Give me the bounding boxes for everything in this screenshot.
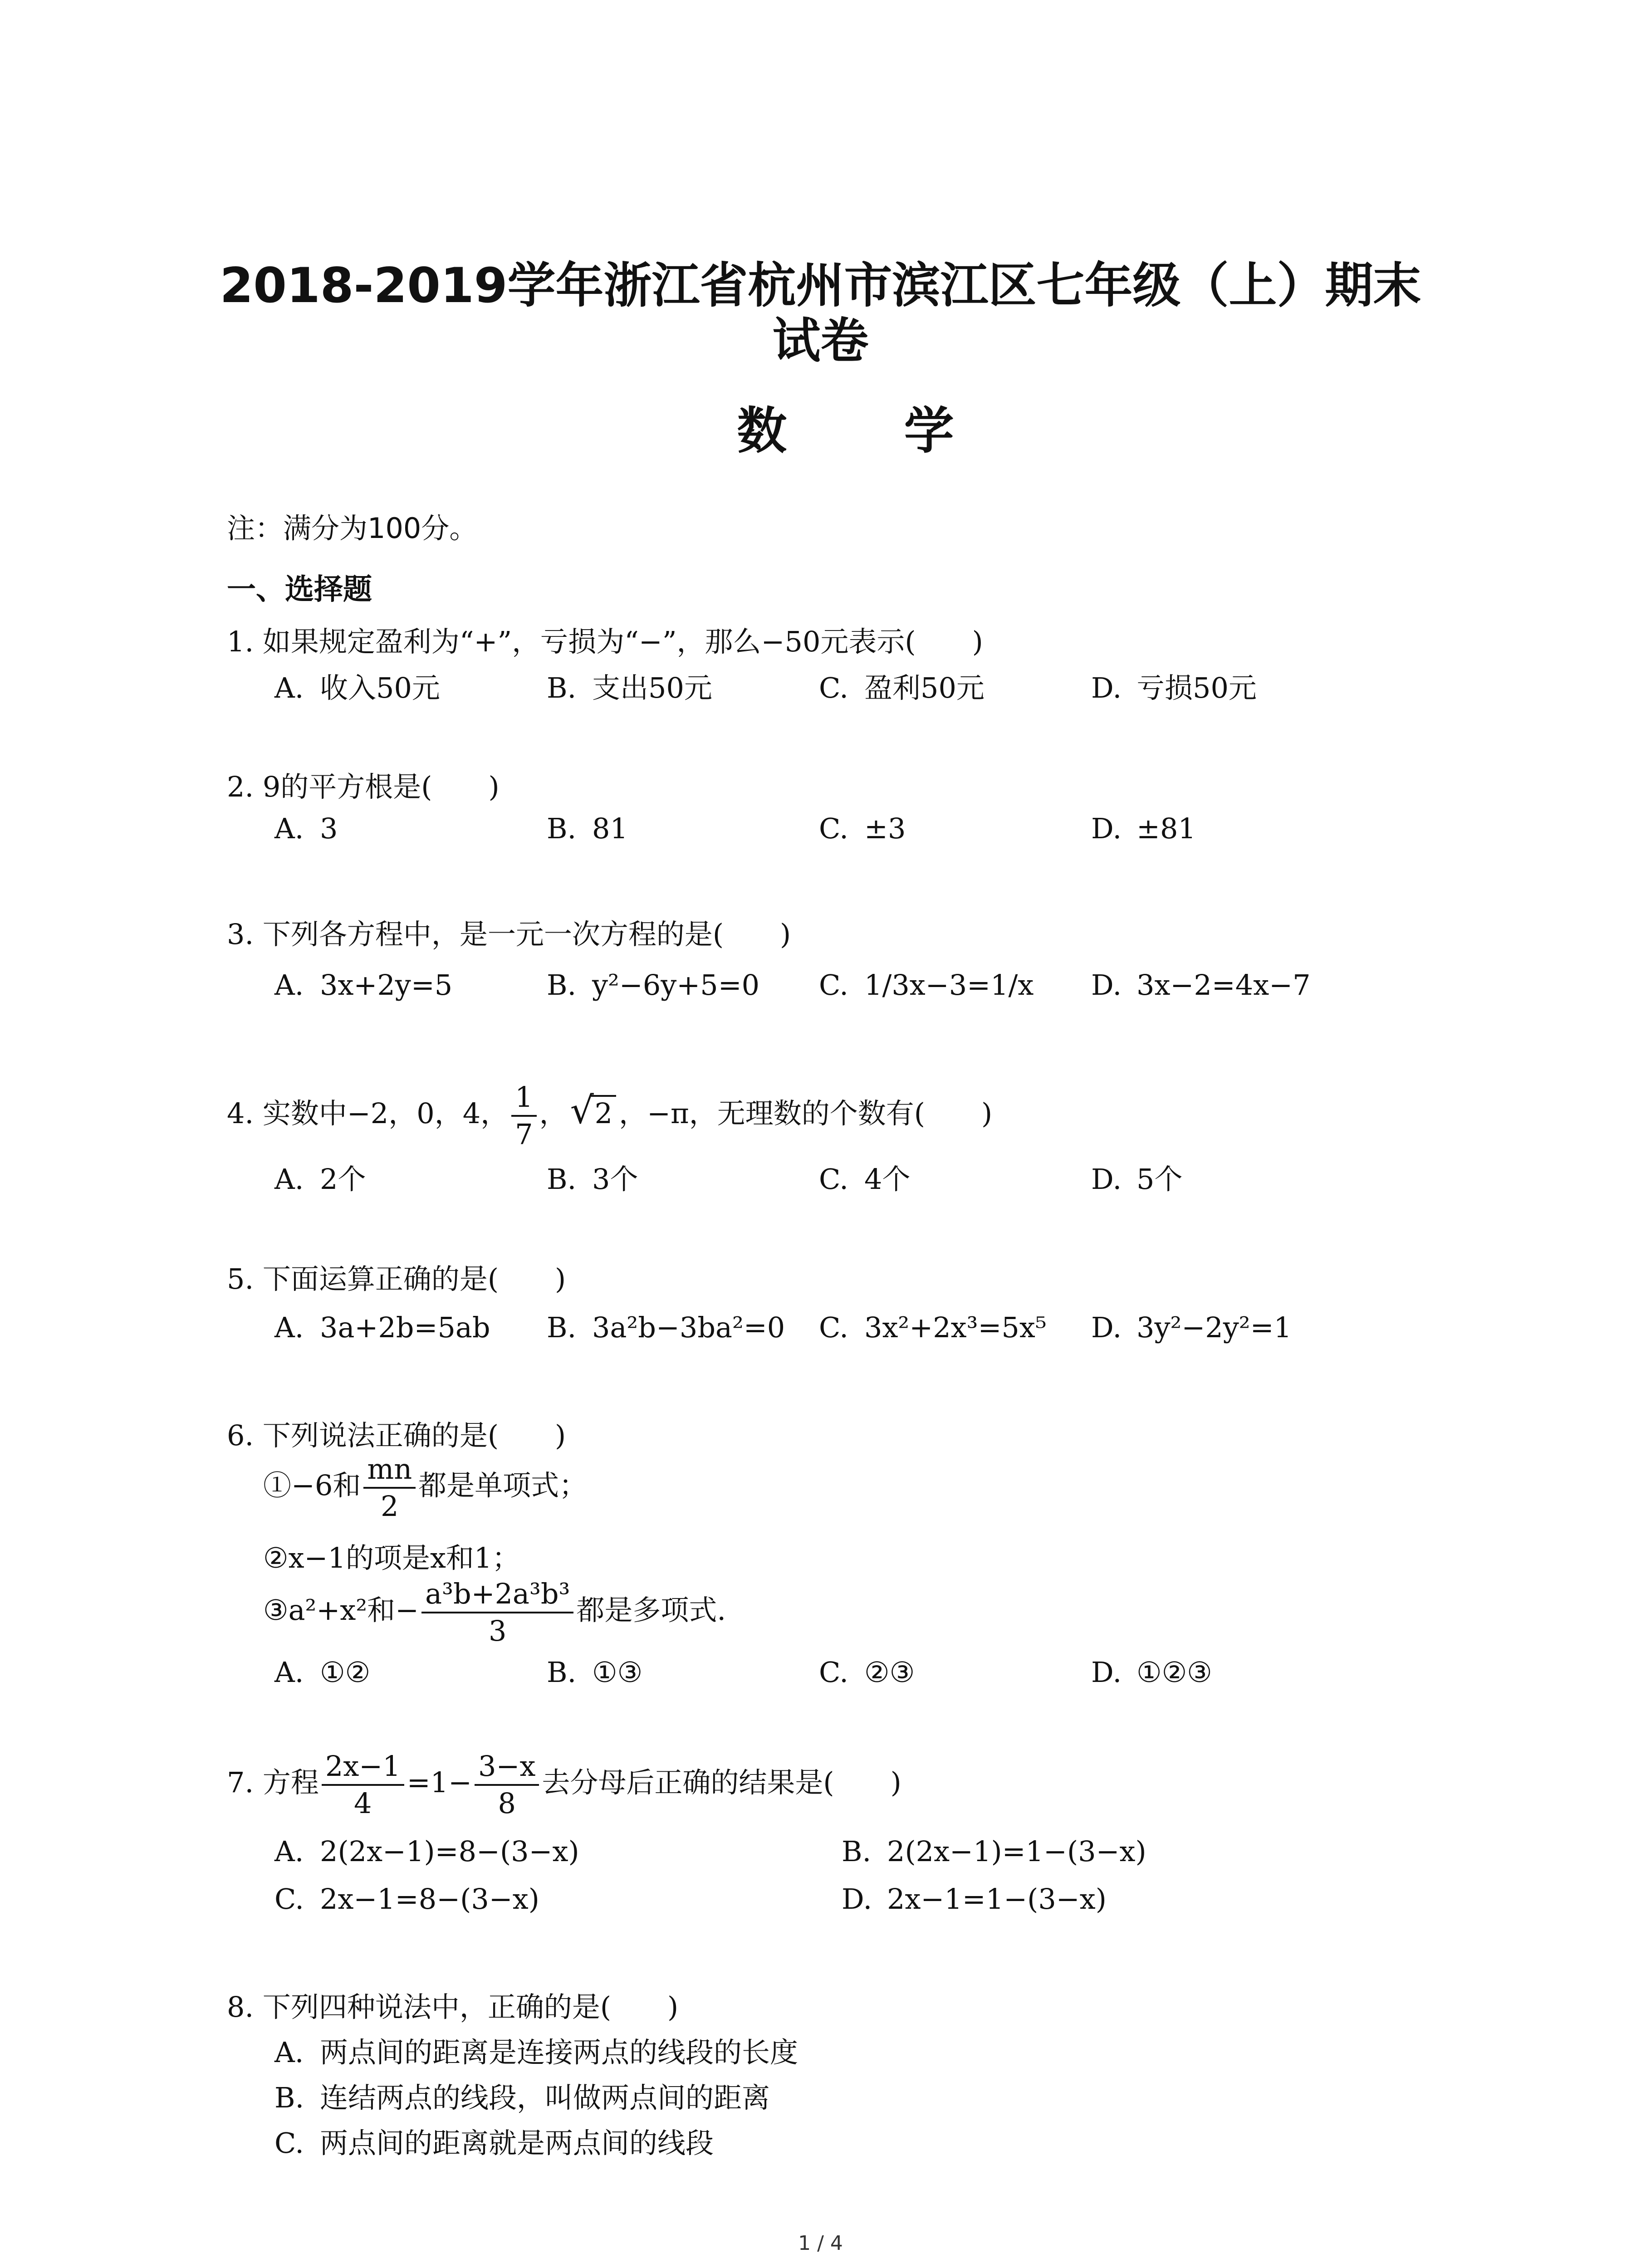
option-letter: B.: [547, 671, 577, 704]
option-letter: C.: [819, 671, 848, 704]
option-letter: A.: [274, 1311, 304, 1344]
question-6-option-d: [1091, 1656, 1212, 1689]
option-text: 3x+2y=5: [320, 968, 453, 1002]
option-text: 3x−2=4x−7: [1136, 968, 1311, 1002]
option-letter: C.: [274, 1882, 304, 1916]
subject-title: 数 学: [737, 402, 1004, 460]
question-1-option-c: [819, 665, 985, 706]
statement-text: ③a²+x²和−: [263, 1593, 419, 1627]
question-6-statement-1: [263, 1452, 587, 1524]
option-letter: A.: [274, 1163, 304, 1196]
question-3-option-c: [819, 968, 1034, 1002]
option-letter: D.: [1091, 968, 1122, 1002]
fraction-numerator: 3−x: [475, 1749, 539, 1786]
fraction-numerator: 2x−1: [322, 1749, 404, 1786]
question-5-option-d: [1091, 1311, 1292, 1344]
option-letter: B.: [547, 812, 577, 845]
option-text: 1/3x−3=1/x: [864, 968, 1034, 1002]
fraction-mn-over-2: [363, 1452, 416, 1524]
option-text: 支出50元: [592, 671, 712, 704]
stem-text: ，−π，无理数的个数有( ): [619, 1097, 993, 1130]
question-1-option-a: [274, 665, 440, 706]
option-letter: C.: [819, 1163, 848, 1196]
question-6-option-b: [547, 1656, 642, 1689]
question-2-option-a: [274, 812, 338, 845]
stem-text: =1−: [407, 1766, 472, 1799]
option-letter: D.: [842, 1882, 872, 1916]
option-text: 收入50元: [320, 671, 440, 704]
option-letter: D.: [1091, 1311, 1122, 1344]
option-letter: C.: [819, 968, 848, 1002]
option-letter: A.: [274, 1835, 304, 1868]
fraction-left: [322, 1749, 404, 1821]
option-letter: D.: [1091, 812, 1122, 845]
option-text: y²−6y+5=0: [592, 968, 760, 1002]
option-letter: B.: [547, 1163, 577, 1196]
question-4-option-b: [547, 1157, 638, 1197]
question-3-stem: 3. 下列各方程中，是一元一次方程的是( ): [227, 918, 791, 951]
statement-text: ①−6和: [263, 1469, 361, 1502]
option-text: ①②③: [1136, 1656, 1212, 1689]
option-text: 3: [320, 812, 338, 845]
question-4-option-a: [274, 1157, 366, 1197]
option-letter: A.: [274, 671, 304, 704]
fraction-denominator: 4: [354, 1787, 372, 1820]
question-6-statement-3: [263, 1576, 726, 1649]
question-1-stem: 1. 如果规定盈利为“+”，亏损为“−”，那么−50元表示( ): [227, 625, 983, 658]
question-8-option-a: [274, 2030, 798, 2070]
question-4-option-c: [819, 1157, 910, 1197]
option-letter: C.: [819, 1656, 848, 1689]
question-3-option-b: [547, 968, 759, 1002]
question-4-option-d: [1091, 1157, 1182, 1197]
question-5-option-b: [547, 1311, 785, 1344]
option-letter: B.: [842, 1835, 872, 1868]
option-letter: B.: [547, 1311, 577, 1344]
statement-text: 都是单项式；: [418, 1469, 588, 1502]
statement-text: 都是多项式.: [576, 1593, 726, 1627]
option-text: 3a+2b=5ab: [320, 1311, 490, 1344]
option-letter: B.: [274, 2081, 304, 2114]
option-letter: A.: [274, 1656, 304, 1689]
option-letter: D.: [1091, 1163, 1122, 1196]
option-text: 两点间的距离就是两点间的线段: [320, 2126, 714, 2160]
option-letter: A.: [274, 812, 304, 845]
option-text: ①③: [592, 1656, 643, 1689]
option-text: ②③: [864, 1656, 915, 1689]
fraction-numerator: 1: [511, 1080, 536, 1117]
question-7-stem: [227, 1749, 901, 1821]
option-text: 3x²+2x³=5x⁵: [864, 1311, 1047, 1344]
option-text: 盈利50元: [864, 671, 985, 704]
option-letter: B.: [547, 1656, 577, 1689]
option-text: 2(2x−1)=8−(3−x): [320, 1835, 579, 1868]
fraction-polynomial: [421, 1576, 573, 1649]
fraction-numerator: mn: [363, 1452, 416, 1489]
question-3-option-d: [1091, 968, 1311, 1002]
option-text: 2个: [320, 1163, 366, 1196]
question-2-option-d: [1091, 812, 1196, 845]
score-note: 注：满分为100分。: [227, 512, 478, 545]
option-text: 连结两点的线段，叫做两点间的距离: [320, 2081, 770, 2114]
fraction-right: [475, 1749, 539, 1821]
fraction-denominator: 2: [381, 1490, 399, 1523]
question-7-option-d: [842, 1882, 1107, 1916]
page-title: 2018-2019学年浙江省杭州市滨江区七年级（上）期末: [220, 258, 1421, 313]
question-2-stem: 2. 9的平方根是( ): [227, 770, 500, 803]
fraction-denominator: 3: [489, 1614, 507, 1647]
fraction-denominator: 8: [498, 1787, 516, 1820]
option-text: 81: [592, 812, 628, 845]
stem-text: 4. 实数中−2，0，4，: [227, 1097, 509, 1130]
option-text: 3个: [592, 1163, 638, 1196]
question-1-option-d: [1091, 665, 1257, 706]
question-6-option-c: [819, 1656, 915, 1689]
option-text: 2(2x−1)=1−(3−x): [887, 1835, 1146, 1868]
option-letter: C.: [274, 2126, 304, 2160]
question-7-option-b: [842, 1835, 1146, 1868]
option-letter: C.: [819, 812, 848, 845]
stem-text: 7. 方程: [227, 1766, 319, 1799]
question-3-option-a: [274, 968, 452, 1002]
option-letter: A.: [274, 968, 304, 1002]
question-7-option-c: [274, 1882, 539, 1916]
question-8-option-c: [274, 2121, 714, 2161]
radical-icon: √: [570, 1089, 594, 1133]
question-8-option-b: [274, 2075, 770, 2116]
separator: ，: [539, 1097, 568, 1130]
question-8-stem: 8. 下列四种说法中，正确的是( ): [227, 1990, 679, 2024]
question-7-option-a: [274, 1835, 579, 1868]
fraction-one-seventh: [511, 1080, 536, 1152]
option-text: ±81: [1136, 812, 1196, 845]
question-6-statement-2: ②x−1的项是x和1；: [263, 1541, 520, 1574]
option-text: 5个: [1136, 1163, 1183, 1196]
option-letter: C.: [819, 1311, 848, 1344]
page-number: 1 / 4: [798, 2232, 843, 2255]
option-letter: D.: [1091, 671, 1122, 704]
option-text: 两点间的距离是连接两点的线段的长度: [320, 2036, 798, 2069]
question-2-option-c: [819, 812, 906, 845]
option-text: 3y²−2y²=1: [1136, 1311, 1292, 1344]
question-5-stem: 5. 下面运算正确的是( ): [227, 1262, 566, 1295]
option-text: 亏损50元: [1136, 671, 1257, 704]
option-text: ①②: [320, 1656, 371, 1689]
fraction-denominator: 7: [515, 1118, 533, 1151]
question-6-option-a: [274, 1656, 370, 1689]
option-text: ±3: [864, 812, 906, 845]
sqrt-two: [570, 1089, 616, 1133]
question-5-option-a: [274, 1311, 490, 1344]
stem-text: 去分母后正确的结果是( ): [542, 1766, 901, 1799]
question-4-stem: [227, 1080, 992, 1152]
question-6-stem: 6. 下列说法正确的是( ): [227, 1419, 566, 1452]
question-5-option-c: [819, 1311, 1047, 1344]
option-letter: D.: [1091, 1656, 1122, 1689]
option-letter: B.: [547, 968, 577, 1002]
question-2-option-b: [547, 812, 628, 845]
option-text: 2x−1=8−(3−x): [320, 1882, 539, 1916]
question-1-option-b: [547, 665, 712, 706]
option-text: 3a²b−3ba²=0: [592, 1311, 785, 1344]
page-title-line2: 试卷: [772, 313, 869, 369]
option-text: 2x−1=1−(3−x): [887, 1882, 1107, 1916]
section-heading: 一、选择题: [227, 573, 372, 606]
fraction-numerator: a³b+2a³b³: [421, 1576, 573, 1613]
option-letter: A.: [274, 2036, 304, 2069]
option-text: 4个: [864, 1163, 911, 1196]
radicand: 2: [591, 1095, 616, 1130]
